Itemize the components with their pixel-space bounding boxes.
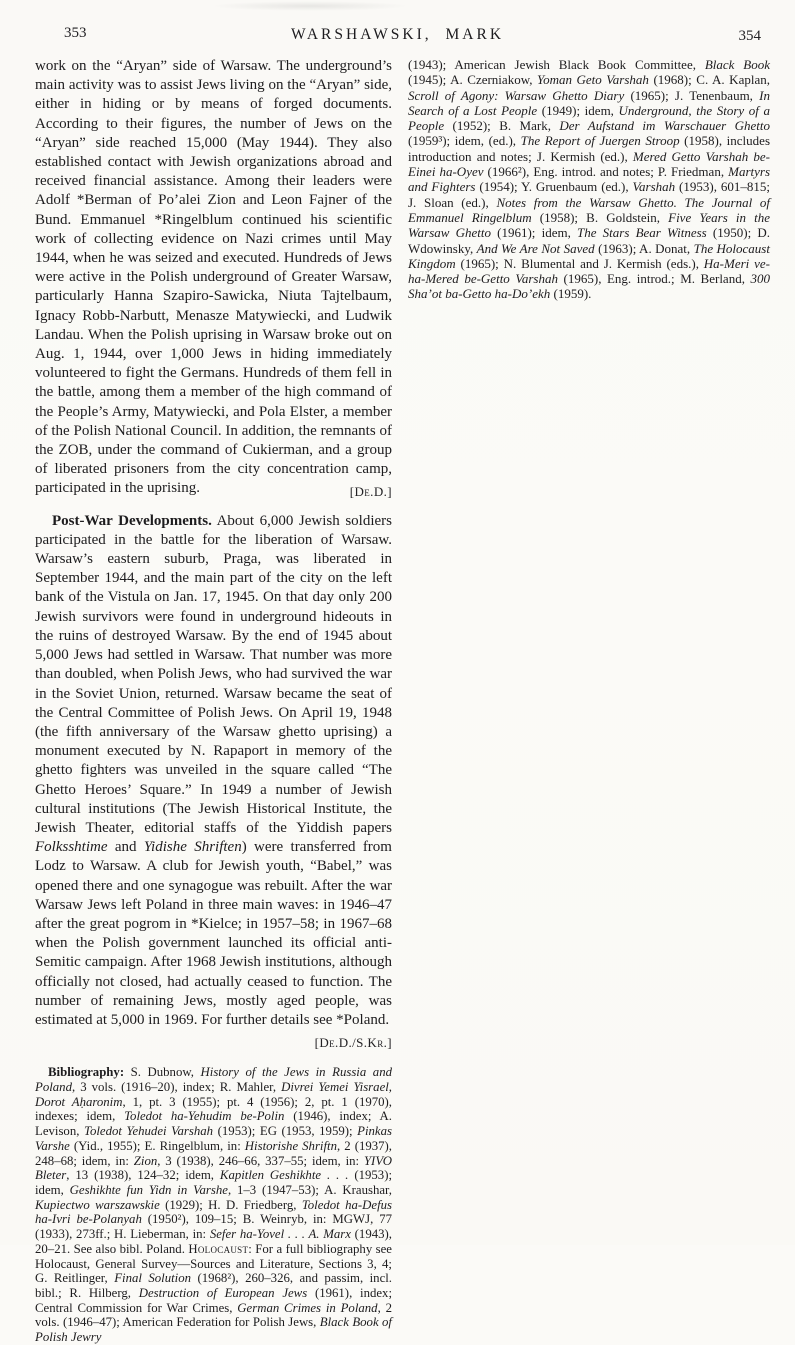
section-heading-postwar: Post-War Developments. — [52, 512, 212, 529]
running-head — [0, 24, 795, 46]
paragraph-underground-text: work on the “Aryan” side of Warsaw. The underground’s main activity was to assist Jews living on the “Aryan” side, either in hiding or by means of forged documents. According to their figures, the number of Jews on the “Aryan” side reached 15,000 (May 1944). They also established contact with Jewish organizations abroad and received financial assistance. Among their leaders were Adolf *Berman of Po’alei Zion and Leon Fajner of the Bund. Emmanuel *Ringelblum continued his scientific work of collecting evidence on Nazi crimes until May 1944, when he was seized and executed. Hundreds of Jews were active in the Polish underground of Greater Warsaw, particularly Hanna Szapiro-Sawicka, Niuta Tajtelbaum, Ignacy Robb-Narbutt, Menasze Matywiecki, and Ludwik Landau. When the Polish uprising in Warsaw broke out on Aug. 1, 1944, over 1,000 Jews in hiding immediately volunteered to fight the Germans. Hundreds of them fell in the battle, among them a member of the high command of the People’s Army, Matywiecki, and Pola Elster, a member of the Polish National Council. In addition, the remnants of the ZOB, under the command of Cukierman, and a group of liberated prisoners from the city concentration camp, participated in the uprising. — [35, 58, 392, 497]
bibliography-label: Bibliography: — [48, 1065, 125, 1080]
bibliography-continued: (1943); American Jewish Black Book Committee, Black Book (1945); A. Czerniakow, Yoman Geto Varshah (1968); C. A. Kaplan, Scroll of Agony: Warsaw Ghetto Diary (1965); J. Tenenbaum, In Search of a Lost People (1949); idem, Underground, the Story of a People (1952); B. Mark, Der Aufstand im Warschauer Ghetto (1959³); idem, (ed.), The Report of Juergen Stroop (1958), includes introduction and notes; J. Kermish (ed.), Mered Getto Varshah be-Einei ha-Oyev (1966²), Eng. introd. and notes; P. Friedman, Martyrs and Fighters (1954); Y. Gruenbaum (ed.), Varshah (1953), 601–815; J. Sloan (ed.), Notes from the Warsaw Ghetto. The Journal of Emmanuel Ringelblum (1958); B. Goldstein, Five Years in the Warsaw Ghetto (1961); idem, The Stars Bear Witness (1950); D. Wdowinsky, And We Are Not Saved (1963); A. Donat, The Holocaust Kingdom (1965); N. Blumental and J. Kermish (eds.), Ha-Meri ve-ha-Mered be-Getto Varshah (1965), Eng. introd.; M. Berland, 300 Sha’ot ba-Getto ha-Do’ekh (1959). — [408, 57, 771, 302]
bibliography-section — [35, 1065, 392, 1344]
paragraph-postwar-text: About 6,000 Jewish soldiers participated in the battle for the liberation of Warsaw. Warsaw’s eastern suburb, Praga, was liberated in September 1944, and the main part of the city on the left bank of the Vistula on Jan. 17, 1945. On that day only 200 Jewish survivors were found in underground hideouts in the ruins of destroyed Warsaw. By the end of 1945 about 5,000 Jews had settled in Warsaw. That number was more than doubled, when Polish Jews, who had survived the war in the Soviet Union, returned. Warsaw became the seat of the Central Committee of Polish Jews. On April 19, 1948 (the fifth anniversary of the Warsaw ghetto uprising) a monument executed by N. Rapaport in memory of the ghetto fighters was unveiled in the square called “The Ghetto Heroes’ Square.” In 1949 a number of Jewish cultural institutions (The Jewish Historical Institute, the Jewish Theater, editorial staffs of the Yiddish papers Folksshtime and Yidishe Shriften) were transferred from Lodz to Warsaw. A club for Jewish youth, “Babel,” was opened there and one synagogue was rebuilt. After the war Warsaw Jews left Poland in three main waves: in 1946–47 after the great pogrom in *Kielce; in 1957–58; in 1967–68 when the Polish government launched its official anti-Semitic campaign. After 1968 Jewish institutions, although officially not closed, had actually ceased to function. The number of remaining Jews, mostly aged people, was estimated at 5,000 in 1969. For further details see *Poland. — [35, 512, 392, 1028]
right-column — [408, 57, 770, 302]
attribution-initials-2: [De.D./S.Kr.] — [314, 1035, 392, 1051]
attribution-initials-1: [De.D.] — [349, 484, 392, 500]
page-title: WARSHAWSKI, MARK — [290, 26, 505, 43]
page-number-right: 354 — [738, 28, 761, 44]
page-number-left: 353 — [64, 25, 87, 41]
paragraph-postwar — [35, 512, 392, 1053]
left-column — [35, 57, 392, 1345]
paragraph-underground — [35, 57, 392, 502]
bibliography-text: S. Dubnow, History of the Jews in Russia and Poland, 3 vols. (1916–20), index; R. Mahler, Divrei Yemei Yisrael, Dorot Aḥaronim, 1, pt. 3 (1955); pt. 4 (1956); 2, pt. 1 (1970), indexes; idem, Toledot ha-Yehudim be-Polin (1946), index; A. Levison, Toledot Yehudei Varshah (1953); EG (1953, 1959); Pinkas Varshe (Yid., 1955); E. Ringelblum, in: Historishe Shriftn, 2 (1937), 248–68; idem, in: Zion, 3 (1938), 246–66, 337–55; idem, in: YIVO Bleter, 13 (1938), 124–32; idem, Kapitlen Geshikhte . . . (1953); idem, Geshikhte fun Yidn in Varshe, 1–3 (1947–53); A. Kraushar, Kupiectwo warszawskie (1929); H. D. Friedberg, Toledot ha-Defus ha-Ivri be-Polanyah (1950²), 109–15; B. Weinryb, in: MGWJ, 77 (1933), 273ff.; H. Lieberman, in: Sefer ha-Yovel . . . A. Marx (1943), 20–21. See also bibl. Poland. Holocaust: For a full bibliography see Holocaust, General Survey—Sources and Literature, Sections 3, 4; G. Reitlinger, Final Solution (1968²), 260–326, and passim, incl. bibl.; R. Hilberg, Destruction of European Jews (1961), index; Central Commission for War Crimes, German Crimes in Poland, 2 vols. (1946–47); American Federation for Polish Jews, Black Book of Polish Jewry — [35, 1065, 393, 1345]
